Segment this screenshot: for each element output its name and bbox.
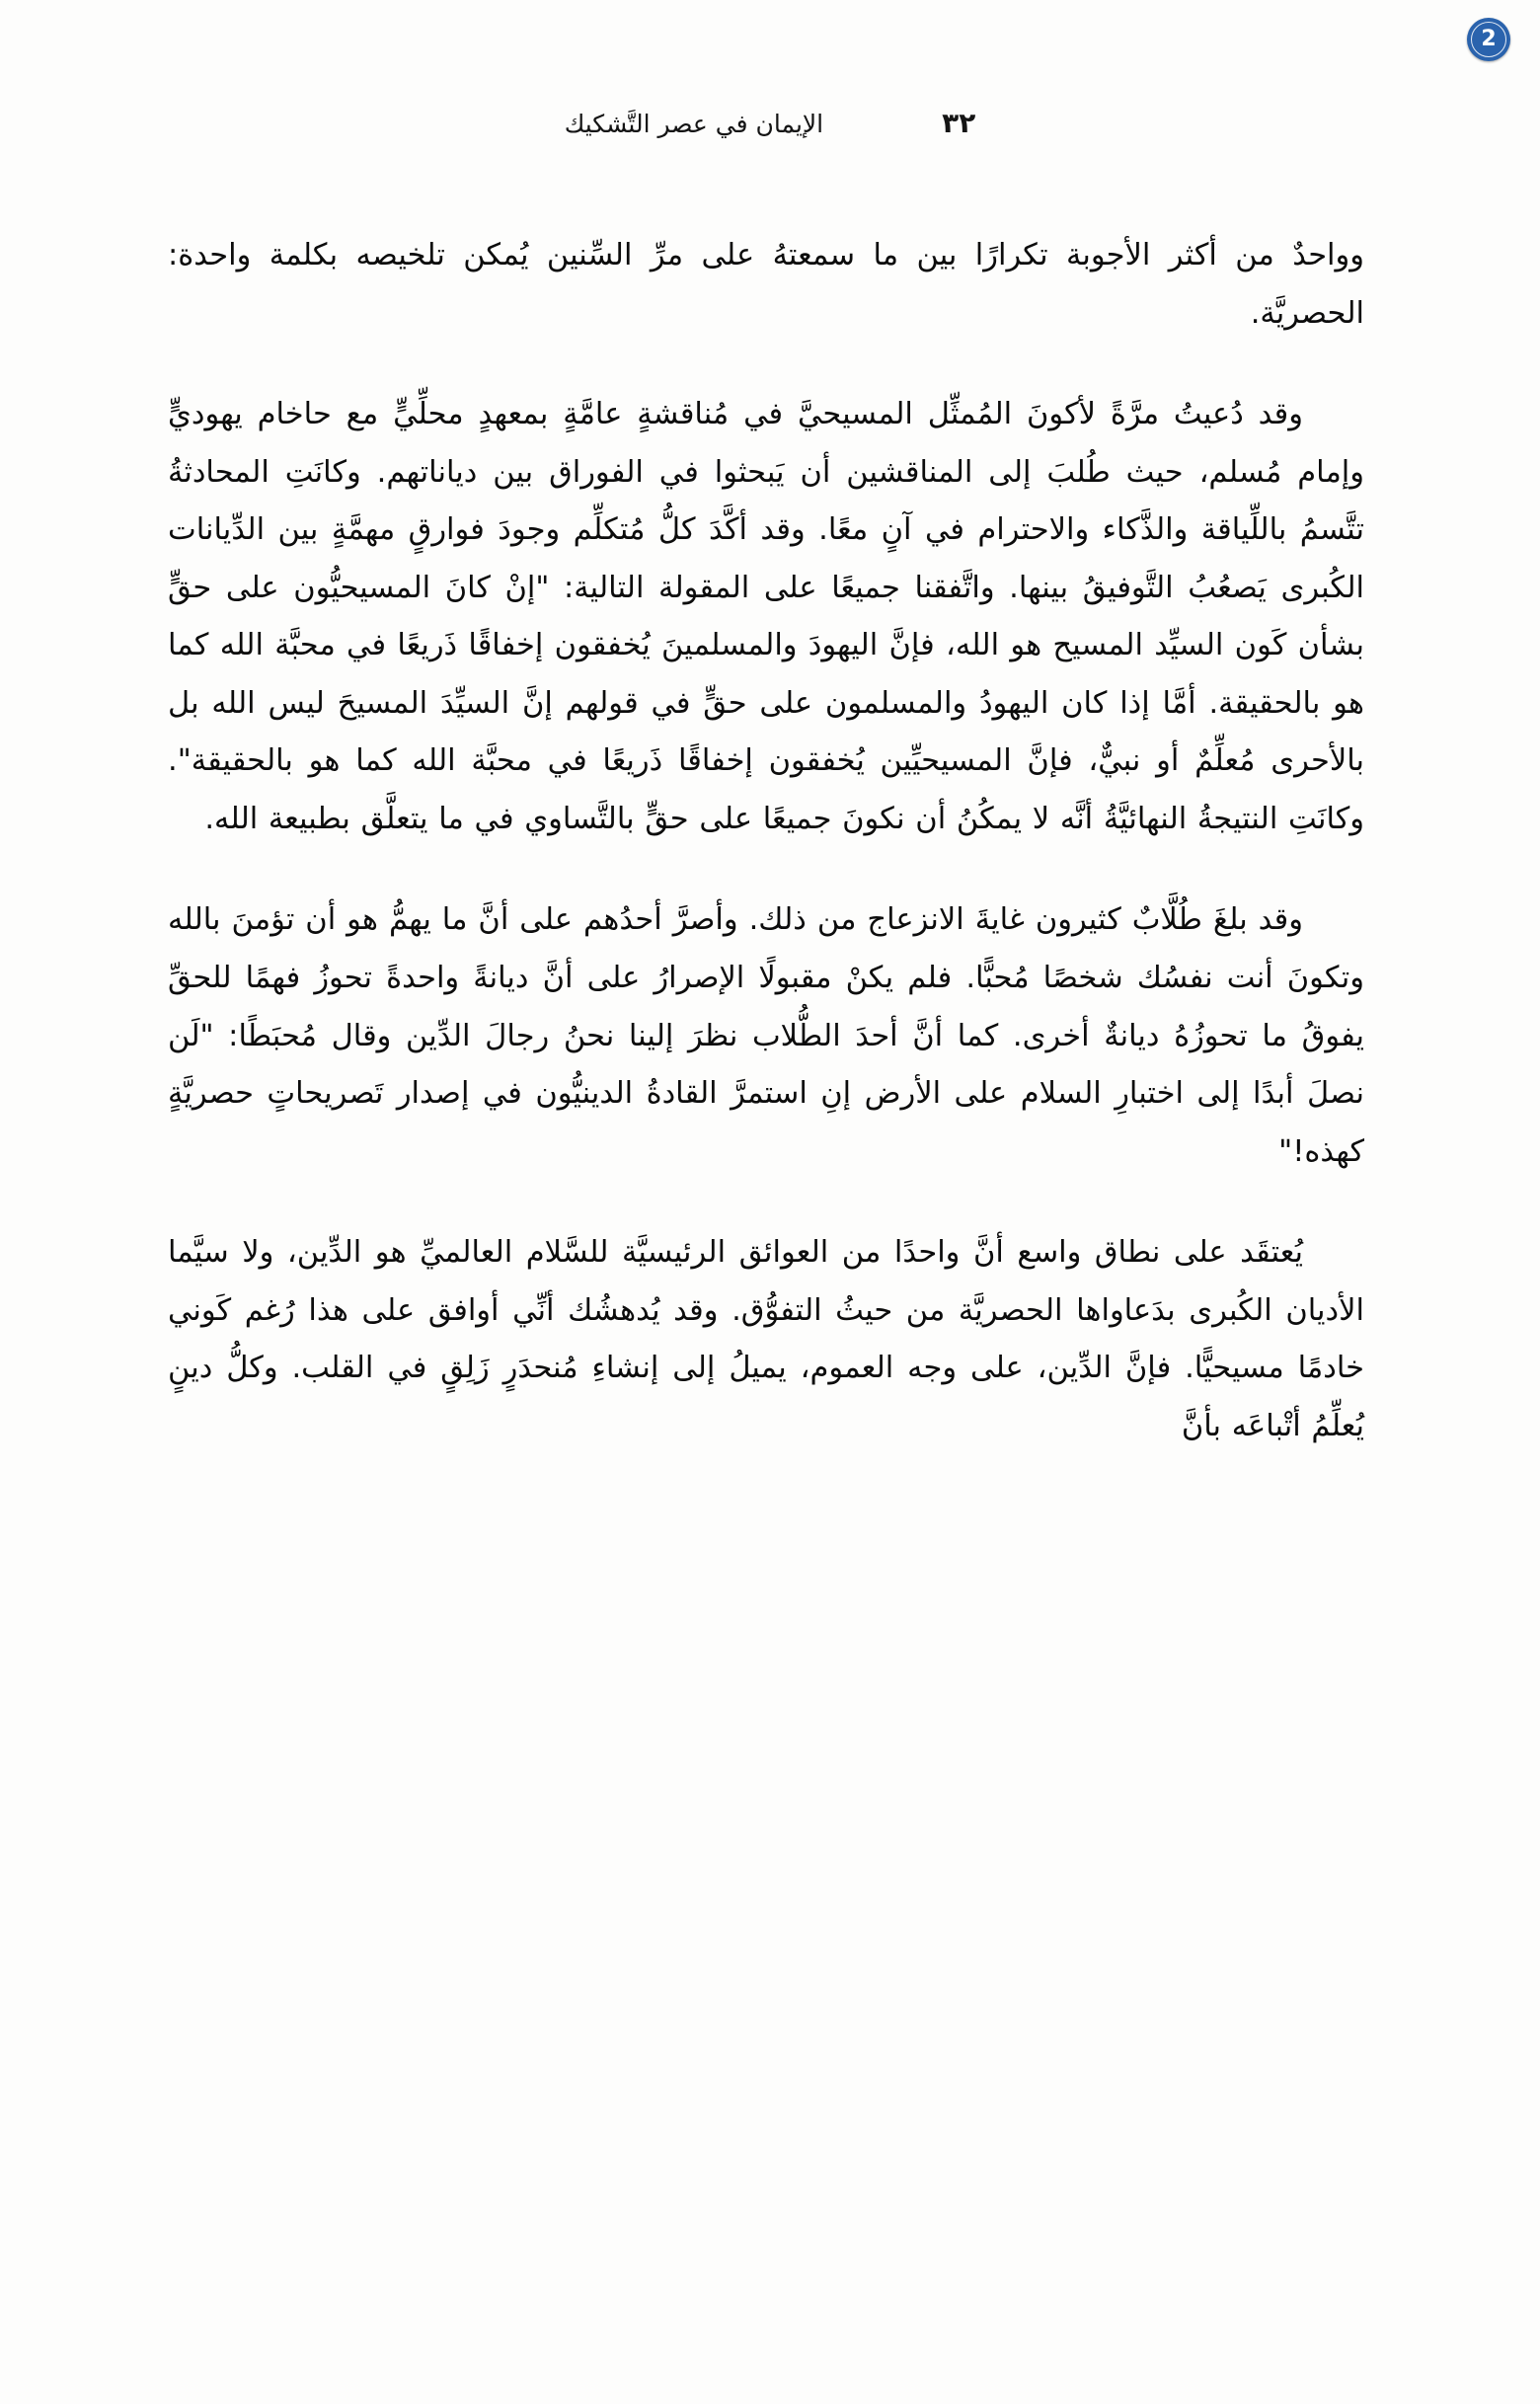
paragraph: وواحدٌ من أكثر الأجوبة تكرارًا بين ما سمعتهُ على مرِّ السِّنين يُمكن تلخيصه بكلمة واحدة: الحصريَّة.	[168, 238, 1364, 331]
paragraph: يُعتقَد على نطاق واسع أنَّ واحدًا من العوائق الرئيسيَّة للسَّلام العالميِّ هو الدِّين، ولا سيَّما الأديان الكُبرى بدَعاواها الحصريَّة من حيثُ التفوُّق. وقد يُدهشُك أنِّي أوافق على هذا رُغم كَوني خادمًا مسيحيًّا. فإنَّ الدِّين، على وجه العموم، يميلُ إلى إنشاءِ مُنحدَرٍ زَلِقٍ في القلب. وكلُّ دينٍ يُعلِّمُ أتْباعَه بأنَّ	[168, 1235, 1364, 1443]
running-head	[0, 107, 1540, 146]
running-head-title: الإيمان في عصر التَّشكيك	[564, 110, 824, 138]
page-number-badge-label: 2	[1481, 27, 1497, 51]
paragraph: وقد دُعيتُ مرَّةً لأكونَ المُمثِّل المسيحيَّ في مُناقشةٍ عامَّةٍ بمعهدٍ محلِّيٍّ مع حاخام يهوديٍّ وإمام مُسلم، حيث طُلبَ إلى المناقشين أن يَبحثوا في الفوراق بين دياناتهم. وكانَتِ المحادثةُ تتَّسمُ باللِّياقة والذَّكاء والاحترام في آنٍ معًا. وقد أكَّدَ كلُّ مُتكلِّم وجودَ فوارقٍ مهمَّةٍ بين الدِّيانات الكُبرى يَصعُبُ التَّوفيقُ بينها. واتَّفقنا جميعًا على المقولة التالية: "إنْ كانَ المسيحيُّون على حقٍّ بشأن كَون السيِّد المسيح هو الله، فإنَّ اليهودَ والمسلمينَ يُخفقون إخفاقًا ذَريعًا في محبَّة الله كما هو بالحقيقة. أمَّا إذا كان اليهودُ والمسلمون على حقٍّ في قولهم إنَّ السيِّدَ المسيحَ ليس الله بل بالأحرى مُعلِّمٌ أو نبيٌّ، فإنَّ المسيحيِّين يُخفقون إخفاقًا ذَريعًا في محبَّة الله كما هو بالحقيقة". وكانَتِ النتيجةُ النهائيَّةُ أنَّه لا يمكُنُ أن نكونَ جميعًا على حقٍّ بالتَّساوي في ما يتعلَّق بطبيعة الله.	[168, 397, 1364, 836]
folio-number: ٣٢	[942, 107, 976, 139]
body-text	[168, 227, 1364, 1455]
page-number-badge	[1467, 18, 1510, 61]
paragraph: وقد بلغَ طُلَّابٌ كثيرون غايةَ الانزعاج من ذلك. وأصرَّ أحدُهم على أنَّ ما يهمُّ هو أن تؤمنَ بالله وتكونَ أنت نفسُك شخصًا مُحبًّا. فلم يكنْ مقبولًا الإصرارُ على أنَّ ديانةً واحدةً تحوزُ فهمًا للحقِّ يفوقُ ما تحوزُهُ ديانةٌ أخرى. كما أنَّ أحدَ الطُّلاب نظرَ إلينا نحنُ رجالَ الدِّين وقال مُحبَطًا: "لَن نصلَ أبدًا إلى اختبارِ السلام على الأرض إنِ استمرَّ القادةُ الدينيُّون في إصدار تَصريحاتٍ حصريَّةٍ كهذه!"	[168, 902, 1364, 1169]
